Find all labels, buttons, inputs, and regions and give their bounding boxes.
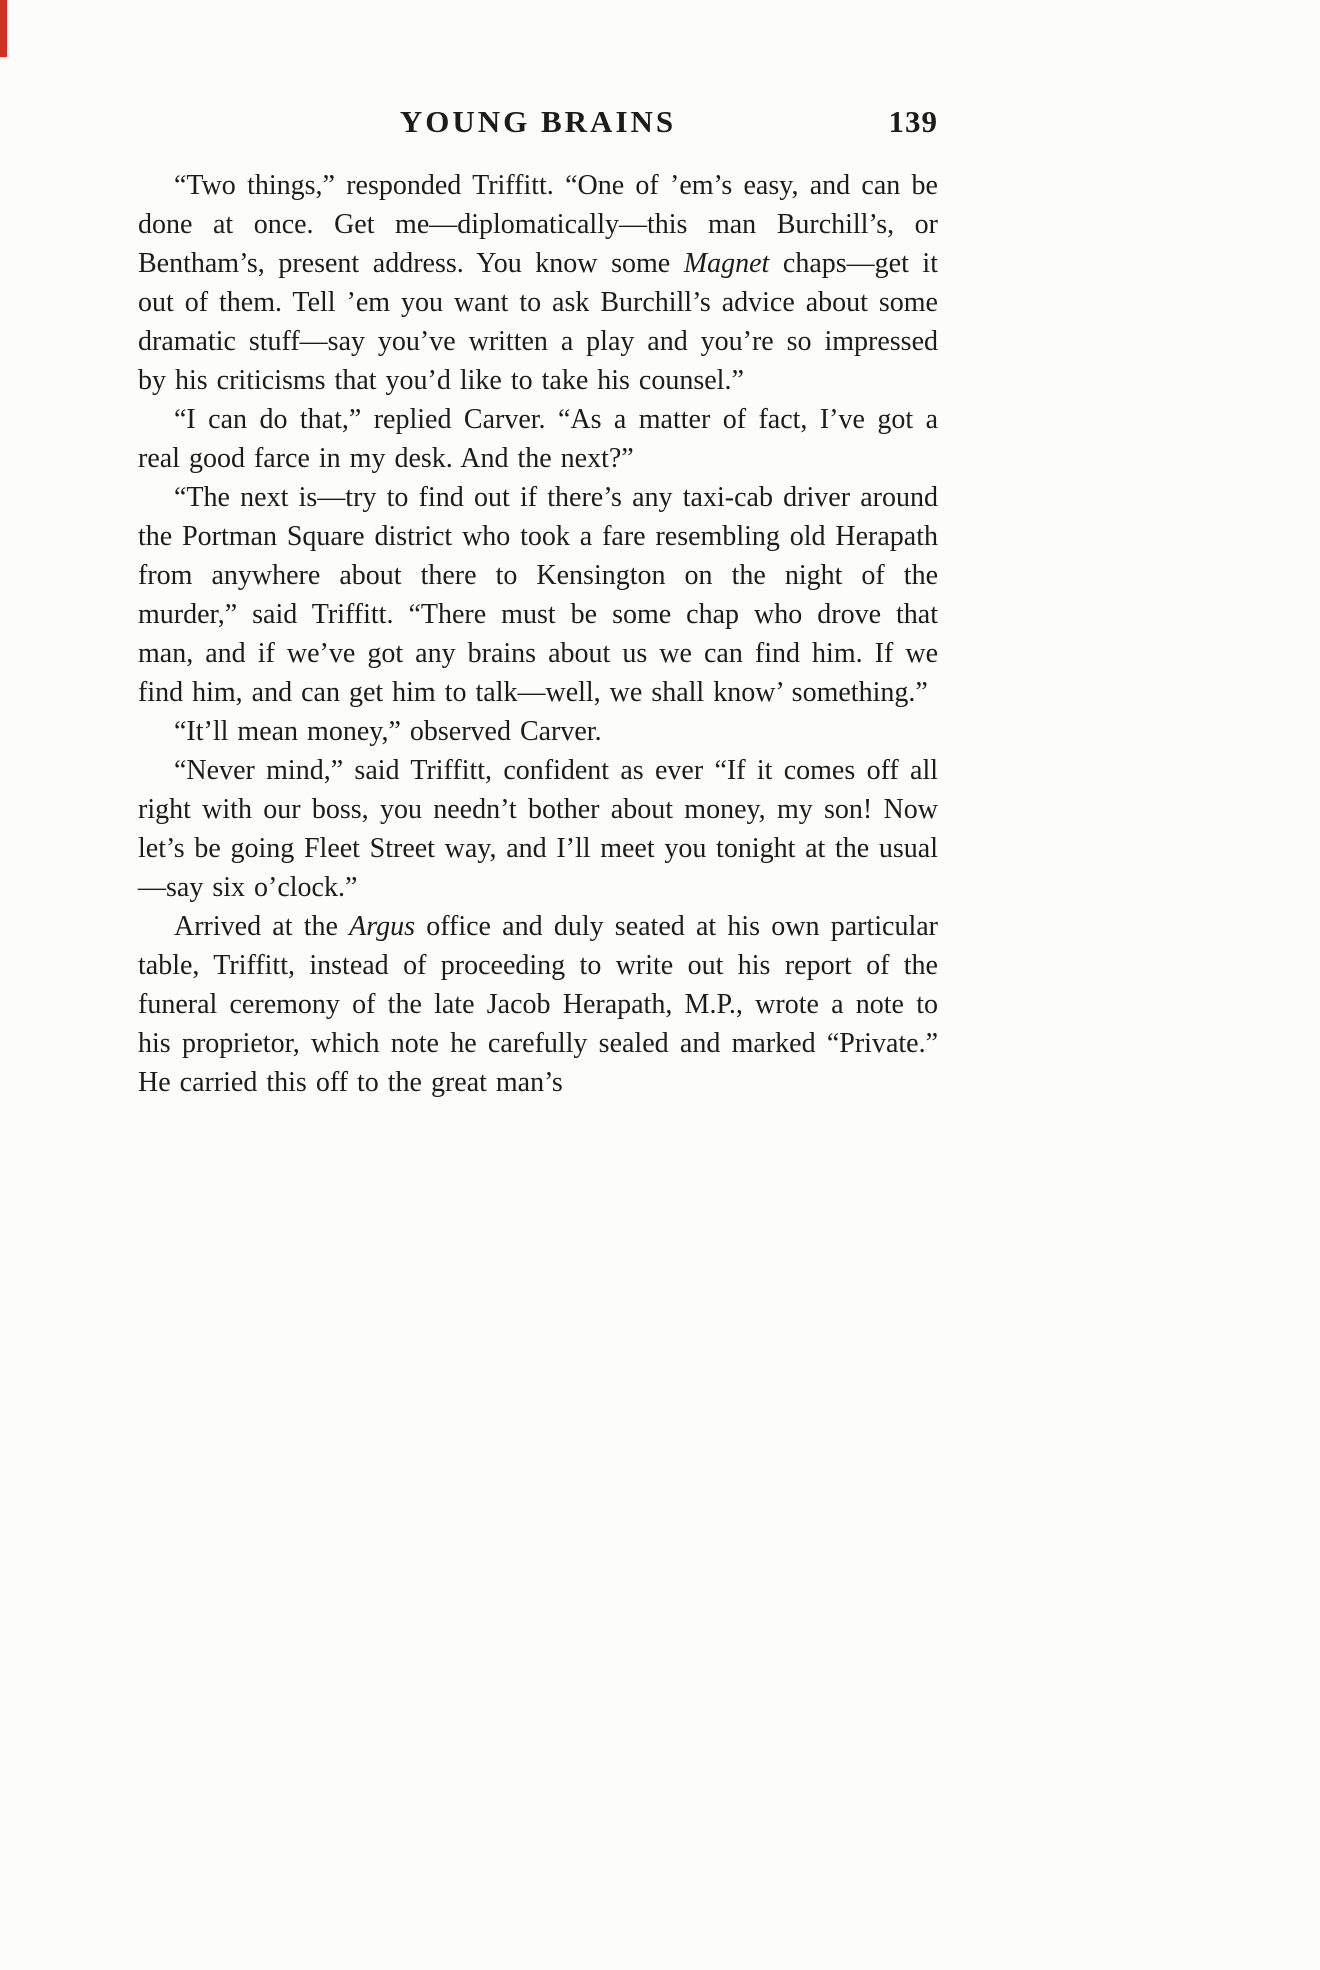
paragraph: [138, 907, 938, 1102]
page-header: [138, 104, 938, 140]
paragraph: [138, 166, 938, 400]
text-run: “Never mind,” said Triffitt, confident as ever “If it comes off all right with our boss, you needn’t bother about money, my son! Now let’s be going Fleet Street way, and I’ll meet you tonight at the usual—say six o’clock.”: [138, 755, 938, 903]
text-run: “It’ll mean money,” observed Carver.: [174, 716, 602, 747]
text-run: chaps—get it out of them. Tell ’em you want to ask Burchill’s advice about some dramatic stuff—say you’ve written a play and you’re so impressed by his criticisms that you’d like to take his counsel.”: [138, 248, 938, 396]
page-number: 139: [888, 104, 938, 139]
scan-artifact-red-mark: [0, 0, 7, 57]
paragraph: [138, 400, 938, 478]
text-run: “Two things,” responded Triffitt. “One of ’em’s easy, and can be done at once. Get me—diplomatically—this man Burchill’s, or Bentham’s, present address. You know some: [138, 170, 938, 279]
paragraph: [138, 478, 938, 712]
text-run: “I can do that,” replied Carver. “As a matter of fact, I’ve got a real good farce in my desk. And the next?”: [138, 404, 938, 474]
text-run: Arrived at the: [174, 911, 350, 942]
paragraph: [138, 712, 938, 751]
page-content: [138, 104, 938, 1102]
text-run: “The next is—try to find out if there’s any taxi-cab driver around the Portman Square district who took a fare resembling old Herapath from anywhere about there to Kensington on the night of the murder,” said Triffitt. “There must be some chap who drove that man, and if we’ve got any brains about us we can find him. If we find him, and can get him to talk—well, we shall know’ something.”: [138, 482, 938, 708]
text-run: office and duly seated at his own particular table, Triffitt, instead of proceeding to write out his report of the funeral ceremony of the late Jacob Herapath, M.P., wrote a note to his proprietor, which note he carefully sealed and marked “Private.” He carried this off to the great man’s: [138, 911, 938, 1098]
italic-text-run: Magnet: [683, 248, 770, 279]
paragraph: [138, 751, 938, 907]
italic-text-run: Argus: [349, 911, 415, 942]
page-text: [138, 166, 938, 1102]
running-head-title: YOUNG BRAINS: [399, 104, 677, 139]
